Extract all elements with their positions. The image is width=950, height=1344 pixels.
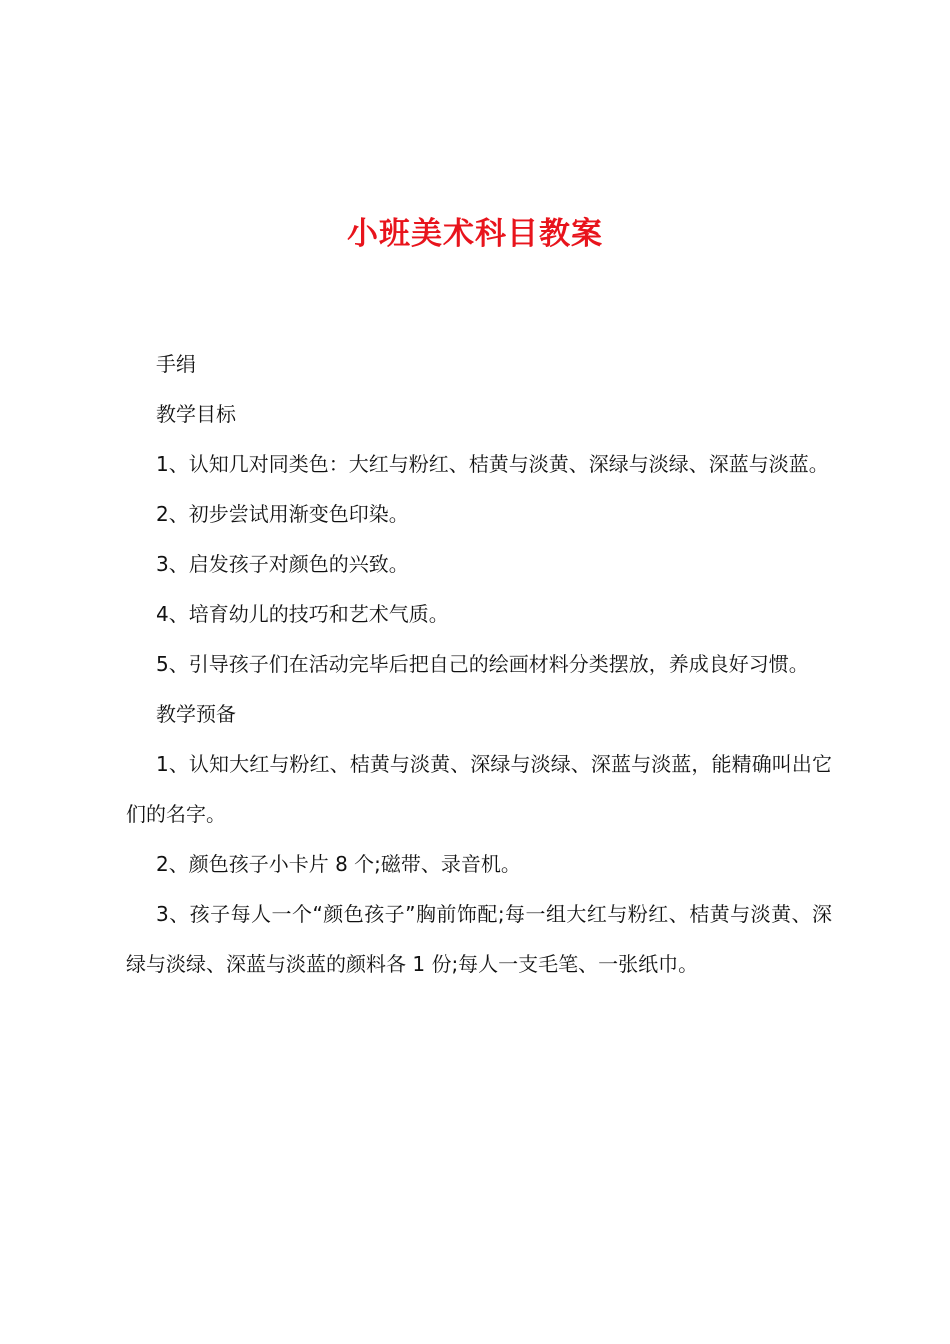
goal-item-1: 1、认知几对同类色：大红与粉红、桔黄与淡黄、深绿与淡绿、深蓝与淡蓝。 <box>156 452 829 476</box>
preparation-item-2: 2、颜色孩子小卡片 8 个;磁带、录音机。 <box>156 852 521 876</box>
preparation-item-1: 1、认知大红与粉红、桔黄与淡黄、深绿与淡绿、深蓝与淡蓝，能精确叫出它们的名字。 <box>126 752 832 826</box>
section-heading-teaching-goals: 教学目标 <box>156 402 236 426</box>
document-body <box>126 339 832 989</box>
section-heading-preparation: 教学预备 <box>156 702 236 726</box>
goal-item-4: 4、培育幼儿的技巧和艺术气质。 <box>156 602 449 626</box>
preparation-item-3: 3、孩子每人一个“颜色孩子”胸前饰配;每一组大红与粉红、桔黄与淡黄、深绿与淡绿、深蓝与淡蓝的颜料各 1 份;每人一支毛笔、一张纸巾。 <box>126 902 832 976</box>
goal-item-5: 5、引导孩子们在活动完毕后把自己的绘画材料分类摆放，养成良好习惯。 <box>156 652 809 676</box>
section-heading-handkerchief: 手绢 <box>156 352 196 376</box>
goal-item-3: 3、启发孩子对颜色的兴致。 <box>156 552 409 576</box>
goal-item-2: 2、初步尝试用渐变色印染。 <box>156 502 409 526</box>
document-title: 小班美术科目教案 <box>347 216 603 252</box>
